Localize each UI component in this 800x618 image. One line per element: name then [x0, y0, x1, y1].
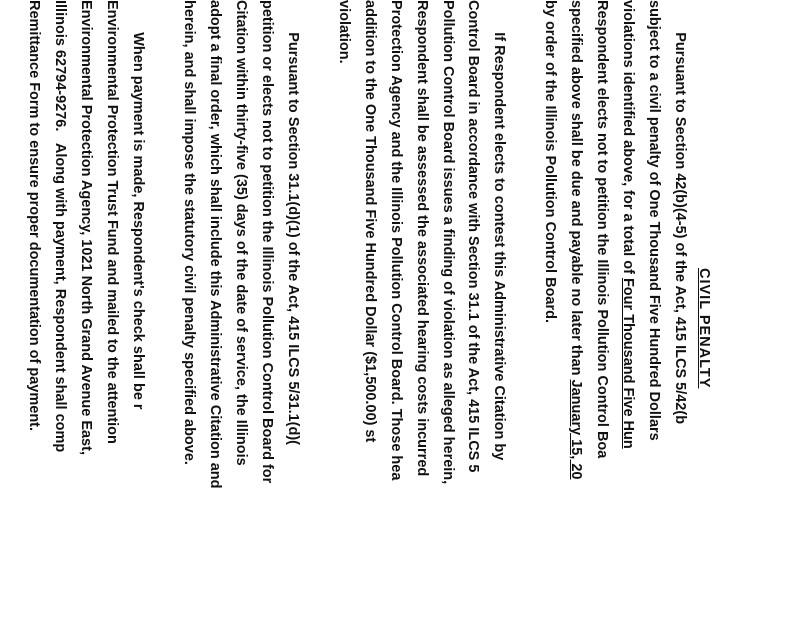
- text-line: [78, 0, 94, 455]
- text-line: [672, 0, 688, 424]
- text-segment: specified above shall be due and payable no later than: [568, 0, 584, 380]
- text-segment: petition or elects not to petition the Illinois Pollution Control Board for: [259, 0, 275, 484]
- text-segment: violation.: [336, 0, 352, 64]
- text-segment: herein, and shall impose the statutory civil penalty specified above.: [181, 0, 197, 465]
- underlined-text: January 15, 20: [568, 379, 584, 480]
- text-line: [646, 0, 662, 441]
- text-segment: Pursuant to Section 31.1(d)(1) of the Act, 415 ILCS 5/31.1(d)(: [285, 0, 301, 446]
- section-heading: CIVIL PENALTY: [696, 268, 712, 389]
- text-line: [26, 0, 42, 431]
- text-line: [181, 0, 197, 465]
- underlined-text: Four Thousand Five Hun: [620, 277, 636, 449]
- text-segment: Protection Agency and the Illinois Pollution Control Board. Those hea: [388, 0, 404, 481]
- text-segment: Pursuant to Section 42(b)(4-5) of the Act, 415 ILCS 5/42(b: [672, 0, 688, 425]
- text-line: [491, 0, 507, 460]
- text-line: [414, 0, 430, 476]
- text-segment: Respondent elects not to petition the Illinois Pollution Control Boa: [594, 0, 610, 459]
- text-line: [285, 0, 301, 445]
- text-line: [52, 0, 68, 452]
- text-line: [233, 0, 249, 466]
- text-line: [104, 0, 120, 444]
- text-line: [207, 0, 223, 489]
- text-line: [362, 0, 378, 442]
- text-segment: Environmental Protection Agency, 1021 North Grand Avenue East,: [78, 0, 94, 455]
- text-segment: adopt a final order, which shall include this Administrative Citation and: [207, 0, 223, 489]
- text-segment: Citation within thirty-five (35) days of the date of service, the Illinois: [233, 0, 249, 466]
- text-segment: Control Board in accordance with Section 31.1 of the Act, 415 ILCS 5: [465, 0, 481, 473]
- text-segment: addition to the One Thousand Five Hundred Dollar ($1,500.00) st: [362, 0, 378, 443]
- text-line: [620, 0, 636, 449]
- text-line: [440, 0, 456, 484]
- text-line: [568, 0, 584, 480]
- text-line: [259, 0, 275, 483]
- text-segment: subject to a civil penalty of One Thousand Five Hundred Dollars: [646, 0, 662, 441]
- text-segment: violations identified above, for a total of: [620, 0, 636, 278]
- text-segment: Illinois 62794-9276. Along with payment, Respondent shall comp: [52, 0, 68, 453]
- text-segment: When payment is made, Respondent's check shall be r: [130, 0, 146, 410]
- text-segment: Environmental Protection Trust Fund and mailed to the attention: [104, 0, 120, 444]
- text-segment: If Respondent elects to contest this Administrative Citation by: [491, 0, 507, 461]
- text-line: [336, 0, 352, 64]
- text-segment: Pollution Control Board issues a finding of violation as alleged herein,: [440, 0, 456, 485]
- text-segment: Remittance Form to ensure proper documentation of payment.: [26, 0, 42, 432]
- text-line: [388, 0, 404, 480]
- text-segment: by order of the Illinois Pollution Control Board.: [542, 0, 558, 324]
- text-line: [594, 0, 610, 458]
- text-line: [542, 0, 558, 323]
- text-segment: Respondent shall be assessed the associated hearing costs incurred: [414, 0, 430, 477]
- text-line: [465, 0, 481, 472]
- text-line: [130, 0, 146, 410]
